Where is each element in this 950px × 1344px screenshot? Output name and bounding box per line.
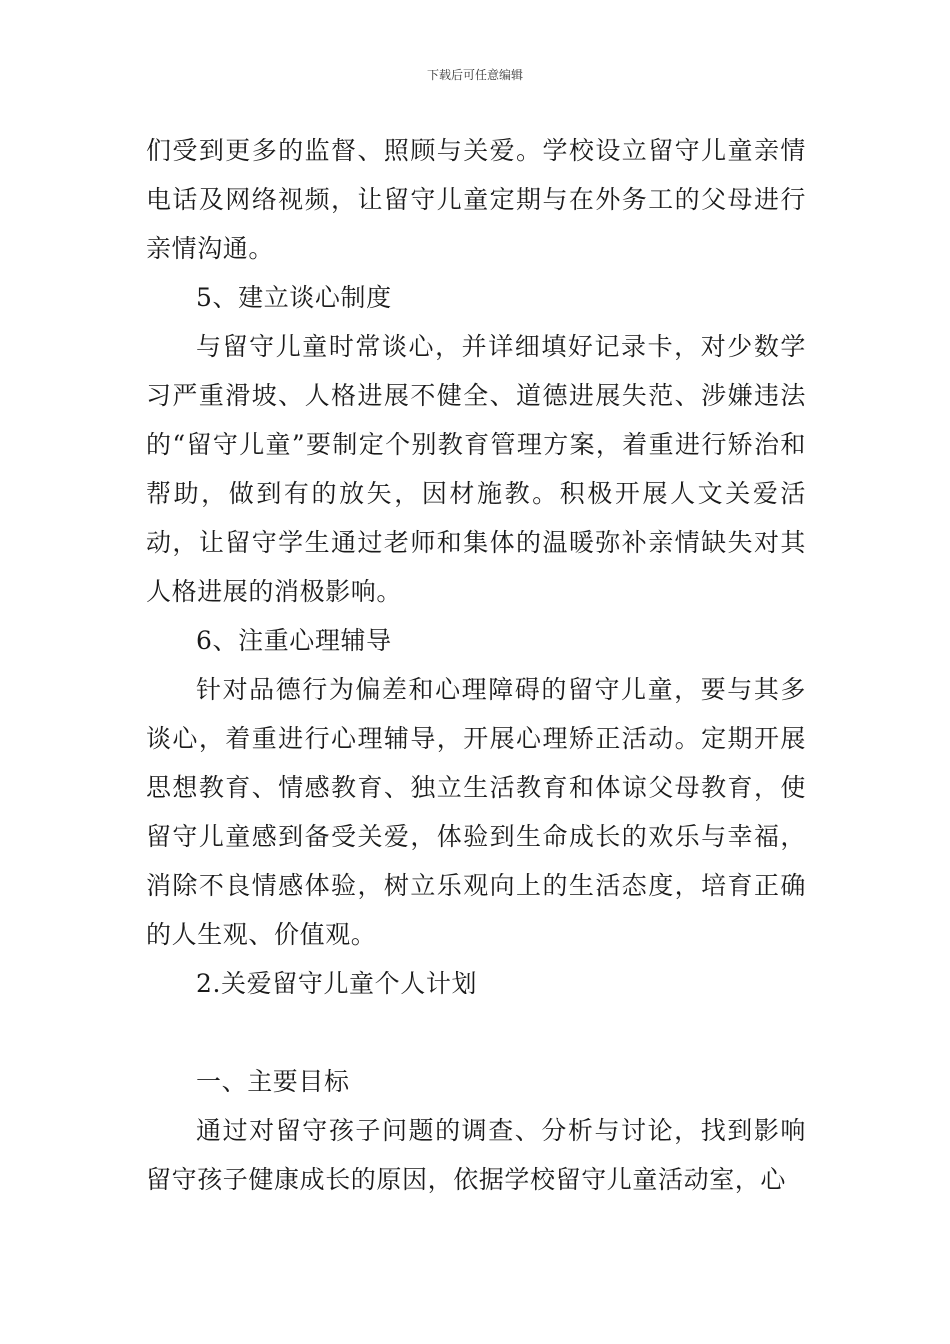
paragraph-psychological-guidance: 针对品德行为偏差和心理障碍的留守儿童，要与其多谈心，着重进行心理辅导，开展心理矫正活动。定期开展思想教育、情感教育、独立生活教育和体谅父母教育，使留守儿童感到备受关爱，体验到生命成长的欢乐与幸福，消除不良情感体验，树立乐观向上的生活态度，培育正确的人生观、价值观。 (146, 675, 806, 949)
document-body (146, 126, 806, 1204)
heading-talk-system: 5、建立谈心制度 (196, 283, 392, 312)
heading-psychological-guidance: 6、注重心理辅导 (196, 626, 392, 655)
section-title: 2.关爱留守儿童个人计划 (196, 969, 478, 998)
heading-main-goals: 一、主要目标 (196, 1067, 350, 1096)
paragraph-talk-system: 与留守儿童时常谈心，并详细填好记录卡，对少数学习严重滑坡、人格进展不健全、道德进展失范、涉嫌违法的“留守儿童”要制定个别教育管理方案，着重进行矫治和帮助，做到有的放矢，因材施教。积极开展人文关爱活动，让留守学生通过老师和集体的温暖弥补亲情缺失对其人格进展的消极影响。 (146, 332, 806, 606)
blank-line (146, 1008, 806, 1057)
paragraph-main-goals: 通过对留守孩子问题的调查、分析与讨论，找到影响留守孩子健康成长的原因，依据学校留守儿童活动室，心 (146, 1116, 806, 1194)
paragraph-continuation: 们受到更多的监督、照顾与关爱。学校设立留守儿童亲情电话及网络视频，让留守儿童定期与在外务工的父母进行亲情沟通。 (146, 136, 806, 263)
page-header: 下载后可任意编辑 (426, 68, 523, 82)
